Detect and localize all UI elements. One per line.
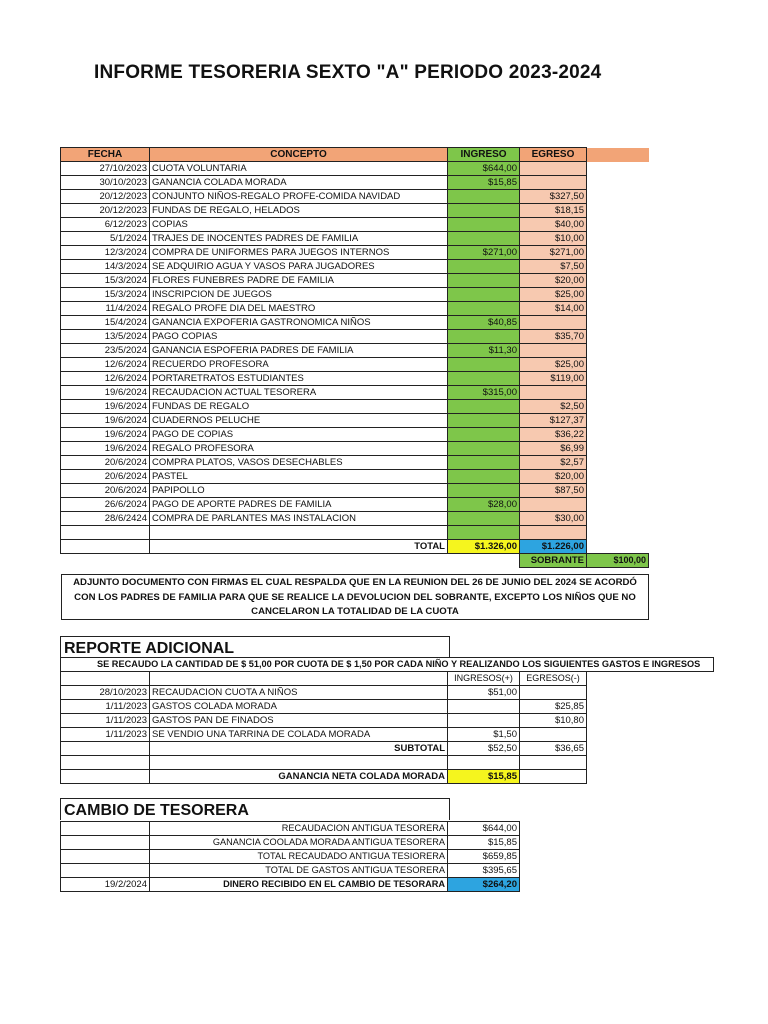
- table-row: [61, 204, 649, 218]
- blank-cell: [520, 756, 587, 770]
- cambio-title: CAMBIO DE TESORERA: [60, 798, 450, 820]
- row-fecha: 19/6/2024: [61, 442, 150, 456]
- row-ingreso: [448, 288, 520, 302]
- subtotal-egreso: $36,65: [520, 742, 587, 756]
- table-row: [61, 836, 520, 850]
- reporte-row-ingreso: $51,00: [448, 686, 520, 700]
- row-fecha: 20/6/2024: [61, 484, 150, 498]
- reporte-row-fecha: 28/10/2023: [61, 686, 150, 700]
- row-concepto: RECAUDACION ACTUAL TESORERA: [150, 386, 448, 400]
- table-row: [61, 428, 649, 442]
- row-egreso: $10,00: [520, 232, 587, 246]
- row-spacer: [587, 428, 649, 442]
- row-egreso: $25,00: [520, 288, 587, 302]
- row-ingreso: [448, 372, 520, 386]
- row-ingreso: $644,00: [448, 162, 520, 176]
- table-row: [61, 344, 649, 358]
- reporte-blank-row: [61, 756, 587, 770]
- row-spacer: [587, 232, 649, 246]
- table-row: [61, 484, 649, 498]
- table-row: [61, 400, 649, 414]
- row-fecha: 12/6/2024: [61, 372, 150, 386]
- row-fecha: 13/5/2024: [61, 330, 150, 344]
- ganancia-row: [61, 770, 587, 784]
- reporte-row-fecha: 1/11/2023: [61, 728, 150, 742]
- row-ingreso: [448, 512, 520, 526]
- row-egreso: $127,37: [520, 414, 587, 428]
- row-spacer: [587, 246, 649, 260]
- subtotal-empty: [61, 742, 150, 756]
- total-ingreso: $1.326,00: [448, 540, 520, 554]
- row-concepto: PASTEL: [150, 470, 448, 484]
- row-ingreso: [448, 232, 520, 246]
- row-concepto: RECUERDO PROFESORA: [150, 358, 448, 372]
- row-spacer: [587, 386, 649, 400]
- row-egreso: $20,00: [520, 470, 587, 484]
- blank-row: [61, 526, 649, 540]
- reporte-row-egreso: [520, 728, 587, 742]
- subtotal-ingreso: $52,50: [448, 742, 520, 756]
- cambio-final-label: DINERO RECIBIDO EN EL CAMBIO DE TESORARA: [150, 878, 448, 892]
- row-spacer: [587, 414, 649, 428]
- reporte-header-empty: [150, 672, 448, 686]
- table-row: [61, 850, 520, 864]
- table-row: [61, 372, 649, 386]
- row-concepto: CUOTA VOLUNTARIA: [150, 162, 448, 176]
- row-spacer: [587, 358, 649, 372]
- row-spacer: [587, 484, 649, 498]
- row-egreso: [520, 316, 587, 330]
- row-egreso: $327,50: [520, 190, 587, 204]
- table-row: [61, 700, 587, 714]
- reporte-row-concepto: GASTOS COLADA MORADA: [150, 700, 448, 714]
- sobrante-label: SOBRANTE: [520, 554, 587, 568]
- reporte-table: [60, 671, 587, 784]
- cambio-final-value: $264,20: [448, 878, 520, 892]
- total-empty: [587, 540, 649, 554]
- table-row: [61, 498, 649, 512]
- table-row: [61, 176, 649, 190]
- row-fecha: 14/3/2024: [61, 260, 150, 274]
- cambio-row-value: $15,85: [448, 836, 520, 850]
- row-egreso: [520, 162, 587, 176]
- table-row: [61, 686, 587, 700]
- row-fecha: 28/6/2424: [61, 512, 150, 526]
- row-ingreso: [448, 218, 520, 232]
- header-fecha: FECHA: [61, 148, 150, 162]
- row-fecha: 15/3/2024: [61, 288, 150, 302]
- table-row: [61, 330, 649, 344]
- row-spacer: [587, 512, 649, 526]
- row-spacer: [587, 400, 649, 414]
- ganancia-value: $15,85: [448, 770, 520, 784]
- row-concepto: FUNDAS DE REGALO: [150, 400, 448, 414]
- reporte-header-row: [61, 672, 587, 686]
- blank-cell: [61, 526, 150, 540]
- row-concepto: PAPIPOLLO: [150, 484, 448, 498]
- header-empty: [587, 148, 649, 162]
- total-row: [61, 540, 649, 554]
- treasury-body: [61, 162, 649, 526]
- row-fecha: 20/6/2024: [61, 456, 150, 470]
- total-empty: [61, 540, 150, 554]
- table-row: [61, 512, 649, 526]
- cambio-final-row: [61, 878, 520, 892]
- row-concepto: FLORES FUNEBRES PADRE DE FAMILIA: [150, 274, 448, 288]
- reporte-header-egresos: EGRESOS(-): [520, 672, 587, 686]
- row-ingreso: $271,00: [448, 246, 520, 260]
- subtotal-label: SUBTOTAL: [150, 742, 448, 756]
- row-fecha: 12/3/2024: [61, 246, 150, 260]
- table-row: [61, 246, 649, 260]
- cambio-row-label: RECAUDACION ANTIGUA TESORERA: [150, 822, 448, 836]
- row-egreso: $30,00: [520, 512, 587, 526]
- row-spacer: [587, 274, 649, 288]
- row-egreso: $271,00: [520, 246, 587, 260]
- reporte-subtotal-row: [61, 742, 587, 756]
- blank-cell: [61, 756, 150, 770]
- row-concepto: FUNDAS DE REGALO, HELADOS: [150, 204, 448, 218]
- cambio-row-value: $659,85: [448, 850, 520, 864]
- row-fecha: 30/10/2023: [61, 176, 150, 190]
- row-spacer: [587, 204, 649, 218]
- table-row: [61, 442, 649, 456]
- table-row: [61, 714, 587, 728]
- row-spacer: [587, 442, 649, 456]
- row-concepto: INSCRIPCION DE JUEGOS: [150, 288, 448, 302]
- row-egreso: [520, 344, 587, 358]
- row-ingreso: [448, 190, 520, 204]
- sobrante-empty: [61, 554, 150, 568]
- row-egreso: $87,50: [520, 484, 587, 498]
- row-egreso: [520, 386, 587, 400]
- cambio-row-fecha: [61, 864, 150, 878]
- row-spacer: [587, 498, 649, 512]
- row-concepto: COMPRA DE UNIFORMES PARA JUEGOS INTERNOS: [150, 246, 448, 260]
- sobrante-row: [61, 554, 649, 568]
- row-spacer: [587, 470, 649, 484]
- cambio-body: [61, 822, 520, 878]
- table-row: [61, 162, 649, 176]
- row-fecha: 23/5/2024: [61, 344, 150, 358]
- row-ingreso: [448, 428, 520, 442]
- cambio-row-fecha: [61, 822, 150, 836]
- row-ingreso: [448, 204, 520, 218]
- cambio-row-fecha: [61, 836, 150, 850]
- reporte-row-ingreso: [448, 714, 520, 728]
- reporte-row-concepto: RECAUDACION CUOTA A NIÑOS: [150, 686, 448, 700]
- row-fecha: 19/6/2024: [61, 400, 150, 414]
- reporte-row-egreso: $10,80: [520, 714, 587, 728]
- reporte-row-concepto: SE VENDIO UNA TARRINA DE COLADA MORADA: [150, 728, 448, 742]
- table-row: [61, 190, 649, 204]
- page-title: INFORME TESORERIA SEXTO "A" PERIODO 2023-2024: [94, 62, 602, 83]
- blank-cell: [150, 756, 448, 770]
- row-ingreso: $315,00: [448, 386, 520, 400]
- row-spacer: [587, 218, 649, 232]
- row-fecha: 26/6/2024: [61, 498, 150, 512]
- row-egreso: $14,00: [520, 302, 587, 316]
- row-egreso: $6,99: [520, 442, 587, 456]
- table-row: [61, 864, 520, 878]
- row-concepto: GANANCIA ESPOFERIA PADRES DE FAMILIA: [150, 344, 448, 358]
- table-row: [61, 302, 649, 316]
- header-concepto: CONCEPTO: [150, 148, 448, 162]
- row-concepto: CUADERNOS PELUCHE: [150, 414, 448, 428]
- reporte-body: [61, 686, 587, 742]
- treasury-table: [60, 147, 649, 568]
- row-egreso: [520, 498, 587, 512]
- row-spacer: [587, 260, 649, 274]
- row-fecha: 19/6/2024: [61, 386, 150, 400]
- row-fecha: 20/12/2023: [61, 190, 150, 204]
- row-ingreso: [448, 456, 520, 470]
- reporte-row-egreso: $25,85: [520, 700, 587, 714]
- row-egreso: [520, 176, 587, 190]
- table-row: [61, 358, 649, 372]
- table-row: [61, 232, 649, 246]
- row-fecha: 11/4/2024: [61, 302, 150, 316]
- row-ingreso: $28,00: [448, 498, 520, 512]
- treasury-header-row: [61, 148, 649, 162]
- table-row: [61, 260, 649, 274]
- row-fecha: 19/6/2024: [61, 428, 150, 442]
- row-egreso: $40,00: [520, 218, 587, 232]
- row-spacer: [587, 176, 649, 190]
- reporte-row-concepto: GASTOS PAN DE FINADOS: [150, 714, 448, 728]
- row-ingreso: $15,85: [448, 176, 520, 190]
- row-concepto: TRAJES DE INOCENTES PADRES DE FAMILIA: [150, 232, 448, 246]
- row-fecha: 12/6/2024: [61, 358, 150, 372]
- table-row: [61, 288, 649, 302]
- reporte-row-fecha: 1/11/2023: [61, 714, 150, 728]
- blank-cell: [150, 526, 448, 540]
- row-egreso: $36,22: [520, 428, 587, 442]
- reporte-row-ingreso: [448, 700, 520, 714]
- row-concepto: PAGO COPIAS: [150, 330, 448, 344]
- row-egreso: $119,00: [520, 372, 587, 386]
- cambio-row-label: GANANCIA COOLADA MORADA ANTIGUA TESORERA: [150, 836, 448, 850]
- row-concepto: COMPRA DE PARLANTES MAS INSTALACION: [150, 512, 448, 526]
- ganancia-empty: [520, 770, 587, 784]
- total-egreso: $1.226,00: [520, 540, 587, 554]
- cambio-final-fecha: 19/2/2024: [61, 878, 150, 892]
- row-ingreso: [448, 484, 520, 498]
- row-egreso: $2,50: [520, 400, 587, 414]
- agreement-note: ADJUNTO DOCUMENTO CON FIRMAS EL CUAL RESPALDA QUE EN LA REUNION DEL 26 DE JUNIO DEL 2024 SE ACORDÓ CON LOS PADRES DE FAMILIA PARA QUE SE REALICE LA DEVOLUCION DEL SOBRANTE, EXCEPTO LOS NIÑOS QUE NO CANCELARON LA TOTALIDAD DE LA CUOTA: [61, 574, 649, 620]
- cambio-row-label: TOTAL DE GASTOS ANTIGUA TESORERA: [150, 864, 448, 878]
- row-ingreso: [448, 260, 520, 274]
- reporte-row-fecha: 1/11/2023: [61, 700, 150, 714]
- row-fecha: 20/6/2024: [61, 470, 150, 484]
- table-row: [61, 456, 649, 470]
- row-concepto: COPIAS: [150, 218, 448, 232]
- reporte-header-ingresos: INGRESOS(+): [448, 672, 520, 686]
- table-row: [61, 316, 649, 330]
- row-spacer: [587, 316, 649, 330]
- cambio-row-label: TOTAL RECAUDADO ANTIGUA TESIORERA: [150, 850, 448, 864]
- row-spacer: [587, 302, 649, 316]
- reporte-title: REPORTE ADICIONAL: [60, 636, 450, 658]
- row-ingreso: $40,85: [448, 316, 520, 330]
- row-ingreso: $11,30: [448, 344, 520, 358]
- row-ingreso: [448, 400, 520, 414]
- row-concepto: REGALO PROFESORA: [150, 442, 448, 456]
- row-spacer: [587, 372, 649, 386]
- blank-egreso-cell: [520, 526, 587, 540]
- row-ingreso: [448, 470, 520, 484]
- row-spacer: [587, 330, 649, 344]
- row-spacer: [587, 456, 649, 470]
- header-ingreso: INGRESO: [448, 148, 520, 162]
- cambio-row-value: $644,00: [448, 822, 520, 836]
- table-row: [61, 218, 649, 232]
- header-egreso: EGRESO: [520, 148, 587, 162]
- row-concepto: REGALO PROFE DIA DEL MAESTRO: [150, 302, 448, 316]
- row-egreso: $2,57: [520, 456, 587, 470]
- row-fecha: 27/10/2023: [61, 162, 150, 176]
- ganancia-empty: [61, 770, 150, 784]
- cambio-table: [60, 821, 520, 892]
- reporte-row-ingreso: $1,50: [448, 728, 520, 742]
- row-ingreso: [448, 414, 520, 428]
- table-row: [61, 728, 587, 742]
- row-concepto: GANANCIA EXPOFERIA GASTRONOMICA NIÑOS: [150, 316, 448, 330]
- row-egreso: $20,00: [520, 274, 587, 288]
- ganancia-label: GANANCIA NETA COLADA MORADA: [150, 770, 448, 784]
- row-spacer: [587, 162, 649, 176]
- row-concepto: CONJUNTO NIÑOS-REGALO PROFE-COMIDA NAVIDAD: [150, 190, 448, 204]
- row-ingreso: [448, 442, 520, 456]
- row-ingreso: [448, 302, 520, 316]
- table-row: [61, 470, 649, 484]
- blank-ingreso-cell: [448, 526, 520, 540]
- sobrante-value: $100,00: [587, 554, 649, 568]
- row-ingreso: [448, 358, 520, 372]
- row-fecha: 6/12/2023: [61, 218, 150, 232]
- reporte-header-empty: [61, 672, 150, 686]
- total-label: TOTAL: [150, 540, 448, 554]
- sobrante-empty: [150, 554, 448, 568]
- row-concepto: GANANCIA COLADA MORADA: [150, 176, 448, 190]
- row-concepto: PAGO DE COPIAS: [150, 428, 448, 442]
- row-fecha: 15/3/2024: [61, 274, 150, 288]
- row-spacer: [587, 190, 649, 204]
- sobrante-empty: [448, 554, 520, 568]
- row-fecha: 20/12/2023: [61, 204, 150, 218]
- blank-cell: [448, 756, 520, 770]
- row-concepto: SE ADQUIRIO AGUA Y VASOS PARA JUGADORES: [150, 260, 448, 274]
- reporte-row-egreso: [520, 686, 587, 700]
- table-row: [61, 274, 649, 288]
- row-egreso: $35,70: [520, 330, 587, 344]
- table-row: [61, 386, 649, 400]
- row-concepto: PORTARETRATOS ESTUDIANTES: [150, 372, 448, 386]
- row-egreso: $7,50: [520, 260, 587, 274]
- row-fecha: 19/6/2024: [61, 414, 150, 428]
- cambio-row-fecha: [61, 850, 150, 864]
- cambio-row-value: $395,65: [448, 864, 520, 878]
- row-spacer: [587, 288, 649, 302]
- row-fecha: 5/1/2024: [61, 232, 150, 246]
- row-ingreso: [448, 330, 520, 344]
- reporte-subtitle: SE RECAUDO LA CANTIDAD DE $ 51,00 POR CUOTA DE $ 1,50 POR CADA NIÑO Y REALIZANDO LOS SIGUIENTES GASTOS E INGRESOS: [60, 657, 714, 672]
- row-egreso: $25,00: [520, 358, 587, 372]
- row-fecha: 15/4/2024: [61, 316, 150, 330]
- row-concepto: COMPRA PLATOS, VASOS DESECHABLES: [150, 456, 448, 470]
- row-spacer: [587, 344, 649, 358]
- blank-cell: [587, 526, 649, 540]
- table-row: [61, 414, 649, 428]
- row-egreso: $18,15: [520, 204, 587, 218]
- row-concepto: PAGO DE APORTE PADRES DE FAMILIA: [150, 498, 448, 512]
- table-row: [61, 822, 520, 836]
- row-ingreso: [448, 274, 520, 288]
